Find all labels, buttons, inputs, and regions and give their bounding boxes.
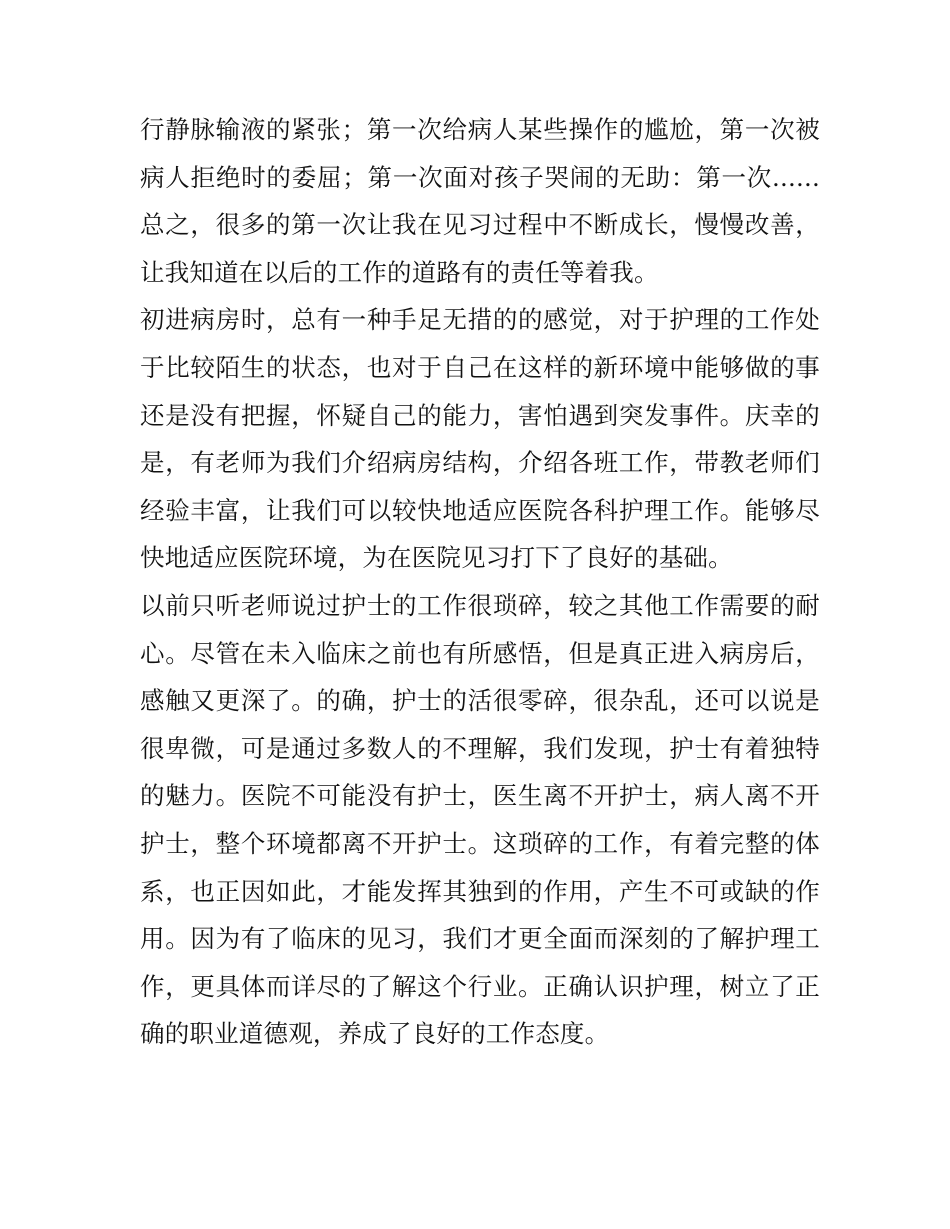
text-line: 经验丰富，让我们可以较快地适应医院各科护理工作。能够尽 [140, 495, 820, 525]
document-body [140, 106, 820, 1058]
text-line: 总之，很多的第一次让我在见习过程中不断成长，慢慢改善， [140, 210, 820, 240]
text-line: 很卑微，可是通过多数人的不理解，我们发现，护士有着独特 [140, 733, 820, 763]
text-line: 用。因为有了临床的见习，我们才更全面而深刻的了解护理工 [140, 924, 820, 954]
text-line: 行静脉输液的紧张；第一次给病人某些操作的尴尬，第一次被 [140, 115, 820, 144]
text-line: 是，有老师为我们介绍病房结构，介绍各班工作，带教老师们 [140, 448, 820, 478]
text-line: 以前只听老师说过护士的工作很琐碎，较之其他工作需要的耐 [140, 590, 820, 620]
text-line: 系，也正因如此，才能发挥其独到的作用，产生不可或缺的作 [140, 876, 820, 906]
text-line: 让我知道在以后的工作的道路有的责任等着我。 [140, 257, 659, 287]
text-line: 快地适应医院环境，为在医院见习打下了良好的基础。 [140, 543, 733, 573]
text-line: 心。尽管在未入临床之前也有所感悟，但是真正进入病房后， [140, 638, 820, 668]
text-line: 作，更具体而详尽的了解这个行业。正确认识护理，树立了正 [140, 971, 820, 1001]
text-line: 护士，整个环境都离不开护士。这琐碎的工作，有着完整的体 [140, 828, 820, 858]
text-line: 病人拒绝时的委屈；第一次面对孩子哭闹的无助：第一次...... [140, 162, 820, 192]
text-line: 还是没有把握，怀疑自己的能力，害怕遇到突发事件。庆幸的 [140, 400, 820, 430]
text-line: 的魅力。医院不可能没有护士，医生离不开护士，病人离不开 [140, 781, 820, 811]
text-line: 感触又更深了。的确，护士的活很零碎，很杂乱，还可以说是 [140, 686, 820, 716]
text-line: 初进病房时，总有一种手足无措的的感觉，对于护理的工作处 [140, 305, 820, 335]
text-line: 于比较陌生的状态，也对于自己在这样的新环境中能够做的事 [140, 352, 820, 382]
text-line: 确的职业道德观，养成了良好的工作态度。 [140, 1019, 610, 1049]
